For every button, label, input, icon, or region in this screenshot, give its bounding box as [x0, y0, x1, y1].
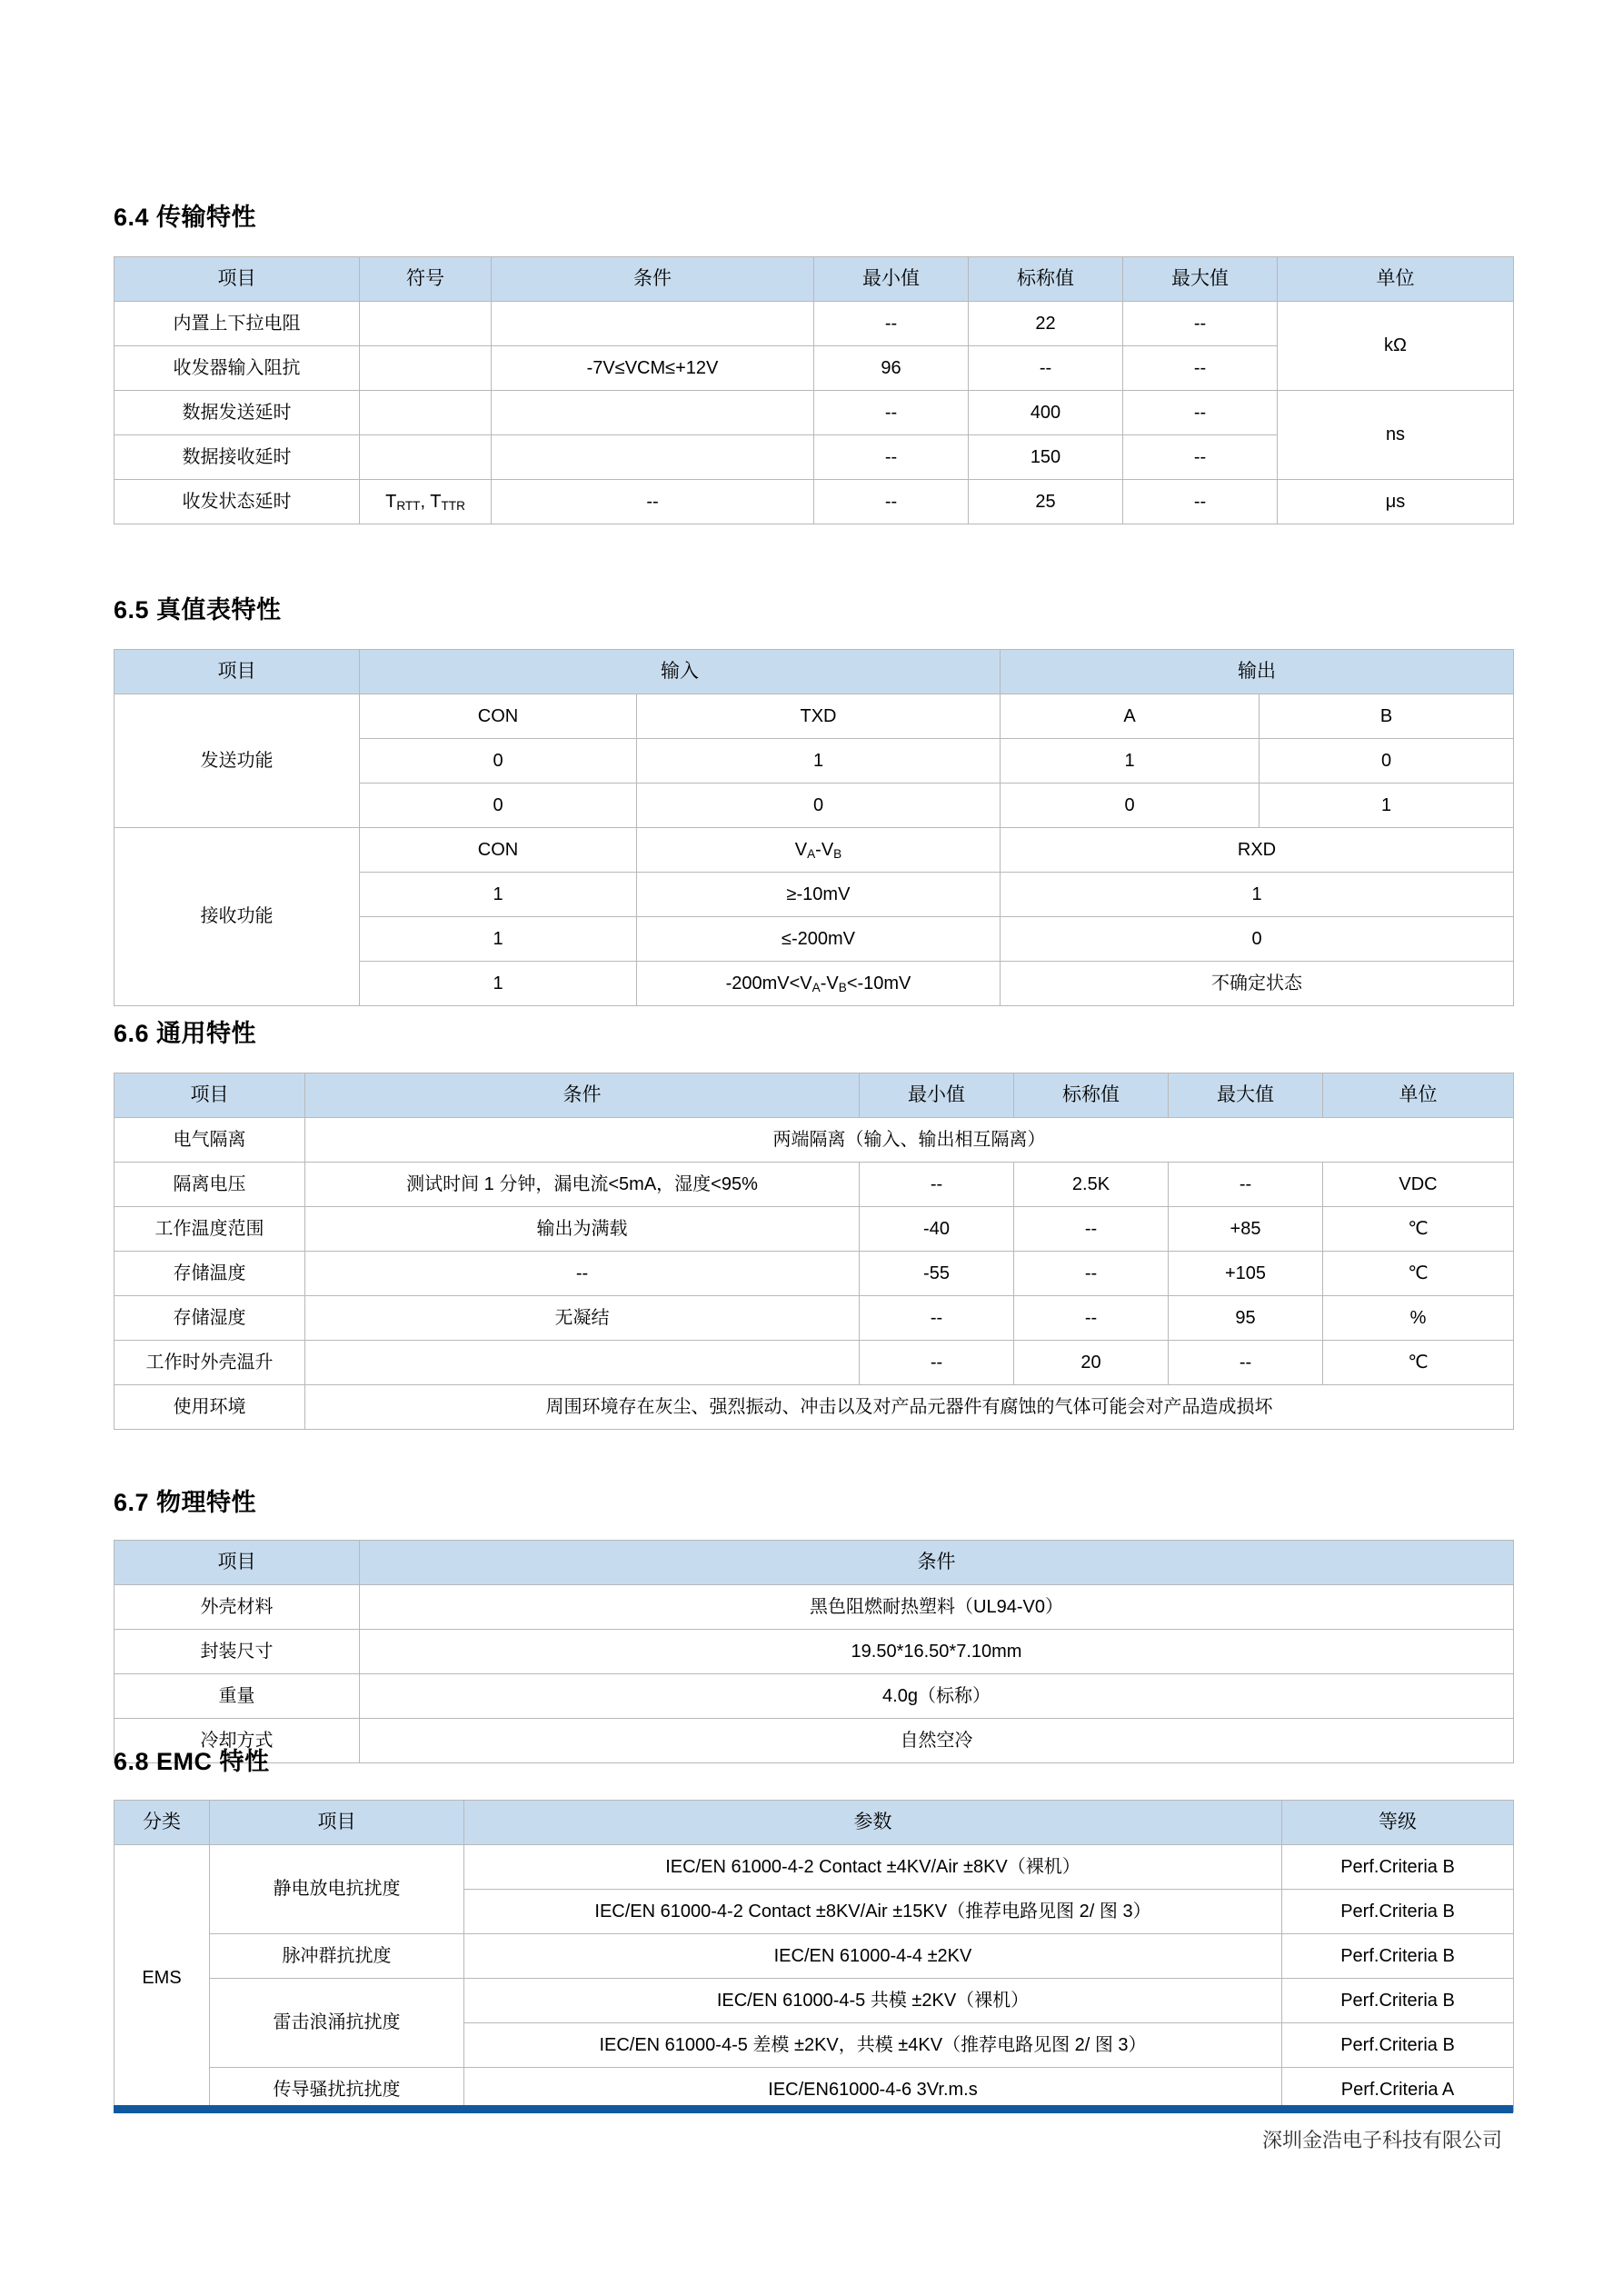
cell-condition	[492, 302, 814, 346]
cell-item: 存储温度	[115, 1252, 305, 1296]
cell-min: --	[814, 391, 969, 435]
cell-item: 重量	[115, 1674, 360, 1719]
cell-symbol	[360, 391, 492, 435]
cell-symbol	[360, 435, 492, 480]
table-row	[115, 1341, 1514, 1385]
cell-item-cs: 传导骚扰抗扰度	[210, 2068, 464, 2112]
table-row	[115, 1674, 1514, 1719]
col-header-min: 最小值	[860, 1073, 1014, 1118]
col-header-parameter: 参数	[464, 1801, 1282, 1845]
cell-con: 0	[360, 784, 637, 828]
cell-subheader-vdiff: $V_A-V_B$	[637, 828, 1001, 873]
cell-unit-group: ns	[1278, 391, 1514, 480]
cell-typ: 150	[969, 435, 1123, 480]
cell-unit: ℃	[1323, 1207, 1514, 1252]
cell-a: 0	[1001, 784, 1260, 828]
cell-a: 1	[1001, 739, 1260, 784]
table-row	[115, 1163, 1514, 1207]
cell-parameter: IEC/EN61000-4-6 3Vr.m.s	[464, 2068, 1282, 2112]
section-heading-6-4: 6.4 传输特性	[114, 204, 257, 231]
cell-condition	[492, 391, 814, 435]
cell-item: 工作时外壳温升	[115, 1341, 305, 1385]
cell-condition: --	[492, 480, 814, 524]
table-header-row	[115, 1073, 1514, 1118]
cell-item-esd: 静电放电抗扰度	[210, 1845, 464, 1934]
section-heading-6-7: 6.7 物理特性	[114, 1489, 257, 1516]
cell-level: Perf.Criteria A	[1282, 2068, 1514, 2112]
cell-item: 收发器输入阻抗	[115, 346, 360, 391]
cell-unit-group: μs	[1278, 480, 1514, 524]
table-row	[115, 1719, 1514, 1763]
col-header-item: 项目	[115, 1073, 305, 1118]
cell-typ: --	[1014, 1207, 1169, 1252]
emc-characteristics-table	[114, 1800, 1514, 2112]
table-row	[115, 1585, 1514, 1630]
cell-level: Perf.Criteria B	[1282, 2023, 1514, 2068]
cell-vdiff: ≥-10mV	[637, 873, 1001, 917]
cell-rxd: 1	[1001, 873, 1514, 917]
table-row	[115, 1934, 1514, 1979]
cell-category-ems: EMS	[115, 1845, 210, 2112]
cell-max: --	[1123, 480, 1278, 524]
cell-subheader-b: B	[1260, 694, 1514, 739]
col-header-symbol: 符号	[360, 257, 492, 302]
col-header-min: 最小值	[814, 257, 969, 302]
cell-con: 1	[360, 962, 637, 1006]
cell-symbol: $T_{RTT}$, $T_{TTR}$	[360, 480, 492, 524]
truth-table-wrap	[114, 649, 1514, 1006]
col-header-typ: 标称值	[969, 257, 1123, 302]
cell-symbol	[360, 302, 492, 346]
col-header-input: 输入	[360, 650, 1001, 694]
footer-divider-rule	[114, 2105, 1513, 2113]
emc-table-wrap	[114, 1800, 1514, 2112]
cell-condition: --	[305, 1252, 860, 1296]
cell-parameter: IEC/EN 61000-4-2 Contact ±8KV/Air ±15KV（推荐电路见图 2/ 图 3）	[464, 1890, 1282, 1934]
cell-max: --	[1123, 391, 1278, 435]
cell-subheader-con: CON	[360, 828, 637, 873]
cell-unit: %	[1323, 1296, 1514, 1341]
cell-con: 1	[360, 917, 637, 962]
cell-con: 0	[360, 739, 637, 784]
transmission-table-wrap	[114, 256, 1514, 524]
cell-level: Perf.Criteria B	[1282, 1979, 1514, 2023]
cell-vdiff: $-200mV<V_A-V_B<-10mV$	[637, 962, 1001, 1006]
table-header-row	[115, 1541, 1514, 1585]
cell-txd: 1	[637, 739, 1001, 784]
table-row	[115, 1296, 1514, 1341]
cell-function-receive: 接收功能	[115, 828, 360, 1006]
cell-function-transmit: 发送功能	[115, 694, 360, 828]
col-header-condition: 条件	[360, 1541, 1514, 1585]
cell-parameter: IEC/EN 61000-4-2 Contact ±4KV/Air ±8KV（裸机）	[464, 1845, 1282, 1890]
cell-min: --	[814, 480, 969, 524]
table-row	[115, 1207, 1514, 1252]
section-heading-6-5: 6.5 真值表特性	[114, 596, 282, 624]
cell-min: 96	[814, 346, 969, 391]
truth-table	[114, 649, 1514, 1006]
cell-rxd: 不确定状态	[1001, 962, 1514, 1006]
cell-value: 4.0g（标称）	[360, 1674, 1514, 1719]
table-row	[115, 1385, 1514, 1430]
cell-value: 自然空冷	[360, 1719, 1514, 1763]
col-header-item: 项目	[115, 1541, 360, 1585]
cell-item: 封装尺寸	[115, 1630, 360, 1674]
table-row	[115, 1979, 1514, 2023]
cell-unit: VDC	[1323, 1163, 1514, 1207]
cell-typ: 22	[969, 302, 1123, 346]
cell-subheader-a: A	[1001, 694, 1260, 739]
general-characteristics-table	[114, 1073, 1514, 1430]
cell-max: +85	[1169, 1207, 1323, 1252]
cell-item: 电气隔离	[115, 1118, 305, 1163]
table-row	[115, 1630, 1514, 1674]
cell-item: 数据接收延时	[115, 435, 360, 480]
cell-level: Perf.Criteria B	[1282, 1934, 1514, 1979]
col-header-condition: 条件	[492, 257, 814, 302]
cell-condition: 输出为满载	[305, 1207, 860, 1252]
cell-typ: --	[1014, 1252, 1169, 1296]
table-header-row	[115, 1801, 1514, 1845]
cell-parameter: IEC/EN 61000-4-5 共模 ±2KV（裸机）	[464, 1979, 1282, 2023]
table-header-row	[115, 257, 1514, 302]
col-header-level: 等级	[1282, 1801, 1514, 1845]
cell-item: 使用环境	[115, 1385, 305, 1430]
transmission-characteristics-table	[114, 256, 1514, 524]
cell-condition	[305, 1341, 860, 1385]
cell-max: --	[1123, 435, 1278, 480]
cell-item: 收发状态延时	[115, 480, 360, 524]
cell-condition: 无凝结	[305, 1296, 860, 1341]
table-row	[115, 302, 1514, 346]
cell-subheader-txd: TXD	[637, 694, 1001, 739]
cell-condition	[492, 435, 814, 480]
col-header-output: 输出	[1001, 650, 1514, 694]
cell-b: 0	[1260, 739, 1514, 784]
cell-symbol	[360, 346, 492, 391]
col-header-max: 最大值	[1169, 1073, 1323, 1118]
cell-unit-group: kΩ	[1278, 302, 1514, 391]
cell-min: --	[860, 1163, 1014, 1207]
physical-characteristics-table	[114, 1540, 1514, 1763]
cell-condition: -7V≤VCM≤+12V	[492, 346, 814, 391]
cell-max: --	[1169, 1341, 1323, 1385]
footer-company-name: 深圳金浩电子科技有限公司	[1261, 2129, 1502, 2151]
table-header-row	[115, 650, 1514, 694]
col-header-item: 项目	[210, 1801, 464, 1845]
table-row	[115, 828, 1514, 873]
cell-unit: ℃	[1323, 1252, 1514, 1296]
cell-condition: 测试时间 1 分钟，漏电流<5mA，湿度<95%	[305, 1163, 860, 1207]
cell-item: 存储湿度	[115, 1296, 305, 1341]
cell-value: 19.50*16.50*7.10mm	[360, 1630, 1514, 1674]
general-table-wrap	[114, 1073, 1514, 1430]
table-row	[115, 1252, 1514, 1296]
cell-typ: --	[1014, 1296, 1169, 1341]
cell-item: 冷却方式	[115, 1719, 360, 1763]
cell-item-eft: 脉冲群抗扰度	[210, 1934, 464, 1979]
cell-max: 95	[1169, 1296, 1323, 1341]
cell-subheader-rxd: RXD	[1001, 828, 1514, 873]
cell-typ: --	[969, 346, 1123, 391]
cell-level: Perf.Criteria B	[1282, 1890, 1514, 1934]
cell-parameter: IEC/EN 61000-4-4 ±2KV	[464, 1934, 1282, 1979]
cell-parameter: IEC/EN 61000-4-5 差模 ±2KV，共模 ±4KV（推荐电路见图 2/ 图 3）	[464, 2023, 1282, 2068]
table-row	[115, 1118, 1514, 1163]
cell-level: Perf.Criteria B	[1282, 1845, 1514, 1890]
section-heading-6-8: 6.8 EMC 特性	[114, 1748, 270, 1775]
cell-min: --	[860, 1296, 1014, 1341]
cell-value: 黑色阻燃耐热塑料（UL94-V0）	[360, 1585, 1514, 1630]
table-row	[115, 391, 1514, 435]
cell-min: --	[814, 302, 969, 346]
cell-min: -40	[860, 1207, 1014, 1252]
cell-con: 1	[360, 873, 637, 917]
col-header-condition: 条件	[305, 1073, 860, 1118]
cell-max: --	[1169, 1163, 1323, 1207]
col-header-max: 最大值	[1123, 257, 1278, 302]
cell-min: -55	[860, 1252, 1014, 1296]
cell-min: --	[860, 1341, 1014, 1385]
table-row	[115, 480, 1514, 524]
cell-unit: ℃	[1323, 1341, 1514, 1385]
cell-vdiff: ≤-200mV	[637, 917, 1001, 962]
cell-max: --	[1123, 302, 1278, 346]
col-header-item: 项目	[115, 650, 360, 694]
cell-merged-note: 周围环境存在灰尘、强烈振动、冲击以及对产品元器件有腐蚀的气体可能会对产品造成损坏	[305, 1385, 1514, 1430]
cell-item: 隔离电压	[115, 1163, 305, 1207]
cell-rxd: 0	[1001, 917, 1514, 962]
col-header-item: 项目	[115, 257, 360, 302]
cell-item-surge: 雷击浪涌抗扰度	[210, 1979, 464, 2068]
section-heading-6-6: 6.6 通用特性	[114, 1020, 257, 1047]
cell-max: +105	[1169, 1252, 1323, 1296]
cell-min: --	[814, 435, 969, 480]
table-row	[115, 1845, 1514, 1890]
cell-max: --	[1123, 346, 1278, 391]
cell-subheader-con: CON	[360, 694, 637, 739]
table-row	[115, 694, 1514, 739]
cell-typ: 400	[969, 391, 1123, 435]
cell-item: 工作温度范围	[115, 1207, 305, 1252]
physical-table-wrap	[114, 1540, 1514, 1763]
col-header-typ: 标称值	[1014, 1073, 1169, 1118]
cell-item: 内置上下拉电阻	[115, 302, 360, 346]
cell-b: 1	[1260, 784, 1514, 828]
col-header-category: 分类	[115, 1801, 210, 1845]
cell-typ: 2.5K	[1014, 1163, 1169, 1207]
cell-typ: 20	[1014, 1341, 1169, 1385]
cell-merged-note: 两端隔离（输入、输出相互隔离）	[305, 1118, 1514, 1163]
cell-typ: 25	[969, 480, 1123, 524]
cell-item: 外壳材料	[115, 1585, 360, 1630]
col-header-unit: 单位	[1278, 257, 1514, 302]
cell-txd: 0	[637, 784, 1001, 828]
cell-item: 数据发送延时	[115, 391, 360, 435]
col-header-unit: 单位	[1323, 1073, 1514, 1118]
